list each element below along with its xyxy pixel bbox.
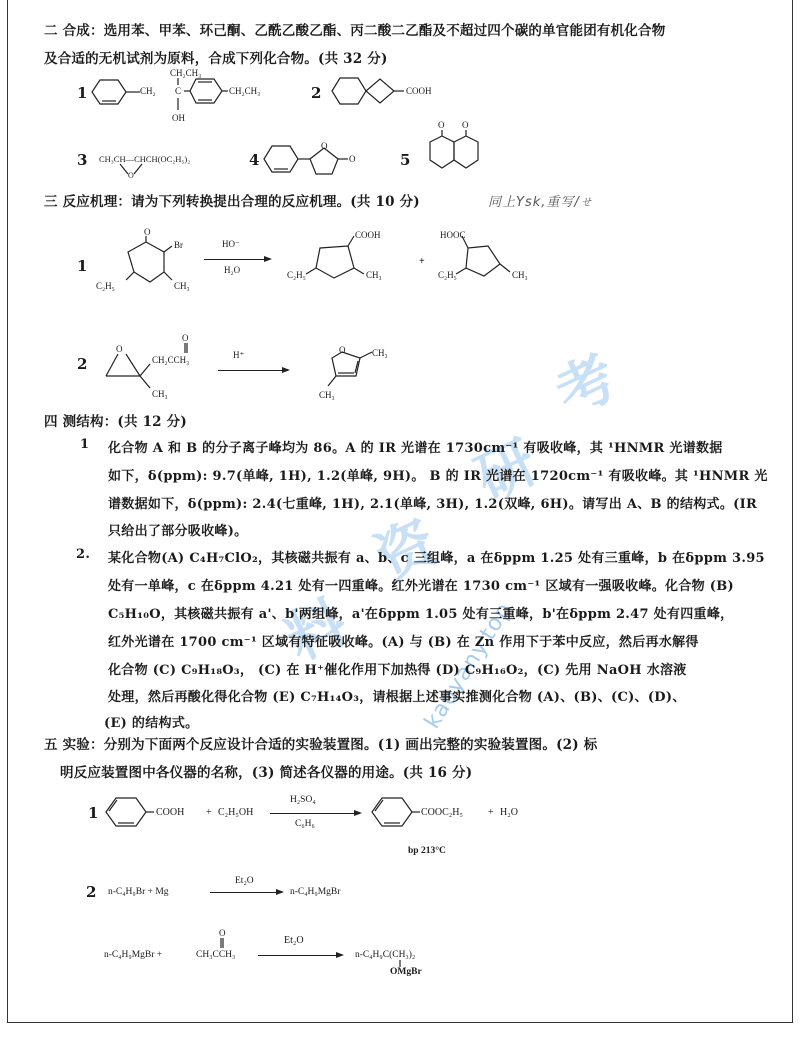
chem-label: n-C₄H₉Br + Mg xyxy=(108,887,169,897)
chem-label: CH₃ xyxy=(366,270,382,280)
section5-heading-cont: 明反应装置图中各仪器的名称，(3) 简述各仪器的用途。(共 16 分) xyxy=(60,765,473,781)
benzene-ring-structure xyxy=(106,796,156,828)
reaction-arrow xyxy=(218,370,288,371)
chem-label: CH₂CH₃ xyxy=(170,68,202,78)
chem-label: O xyxy=(339,345,346,355)
chem-label: n-C₄H₉MgBr xyxy=(290,887,341,897)
chem-label: CH₃ xyxy=(319,390,335,400)
chem-label: O xyxy=(438,120,445,130)
chem-label: CH₃ xyxy=(372,348,388,358)
reagent-label: HO⁻ xyxy=(222,239,240,249)
chem-label: C₂H₅ xyxy=(438,270,457,280)
boiling-point-note: bp 213°C xyxy=(408,846,446,856)
reagent-label: H₂O xyxy=(224,265,241,275)
section4-heading: 四 测结构：(共 12 分) xyxy=(44,414,187,430)
chem-label: CH₃ xyxy=(512,270,528,280)
plus-sign: + xyxy=(488,807,494,818)
problem-text-line: 处理，然后再酸化得化合物 (E) C₇H₁₄O₃，请根据上述事实推测化合物 (A)、(B)、(C)、(D)、 xyxy=(108,690,686,705)
reaction-number: 2 xyxy=(77,355,88,373)
reagent-label: H₂SO₄ xyxy=(290,795,316,805)
chem-label: O xyxy=(321,141,328,151)
problem-text-line: 化合物 (C) C₉H₁₈O₃， (C) 在 H⁺催化作用下加热得 (D) C₉H₁₆O₂，(C) 先用 NaOH 水溶液 xyxy=(108,663,687,678)
chem-label: CH₂ xyxy=(140,86,156,96)
watermark-char: 考 xyxy=(545,342,627,429)
reaction-number: 1 xyxy=(88,804,99,822)
epoxide-ketone-structure xyxy=(104,342,164,392)
chem-label: COOH xyxy=(355,230,381,240)
bond-line xyxy=(175,78,182,118)
benzene-ring-structure xyxy=(184,77,228,107)
chem-label: O xyxy=(462,120,469,130)
problem-text-line: 只给出了部分吸收峰)。 xyxy=(108,524,248,539)
problem-text-line: 谱数据如下，δ(ppm): 2.4(七重峰, 1H), 2.1(单峰, 3H), 1.2(双峰, 6H)。请写出 A、B 的结构式。(IR xyxy=(108,497,758,512)
chem-label: C₂H₅OH xyxy=(218,807,254,818)
compound-number: 3 xyxy=(77,151,88,169)
chem-label: CH₃CH—CHCH(OC₂H₅)₂ xyxy=(99,154,191,164)
compound-number: 4 xyxy=(249,151,260,169)
chem-label: CH₃CCH₃ xyxy=(196,950,236,960)
chem-label: O xyxy=(182,333,189,343)
problem-text-line: 如下，δ(ppm): 9.7(单峰, 1H), 1.2(单峰, 9H)。 B 的 IR 光谱在 1720cm⁻¹ 有吸收峰。其 ¹HNMR 光 xyxy=(108,469,768,484)
chem-label: CH₂CCH₃ xyxy=(152,355,190,365)
chem-label: C xyxy=(175,86,182,96)
benzene-ring-structure xyxy=(92,78,132,108)
chem-label: HOOC xyxy=(440,230,466,240)
compound-number: 1 xyxy=(77,84,88,102)
reagent-label: Et₂O xyxy=(284,935,304,946)
furan-product-structure xyxy=(320,344,400,394)
phenyl-lactone-structure xyxy=(264,140,374,180)
chem-label: n-C₄H₉MgBr + xyxy=(104,950,163,960)
carbonyl-bond xyxy=(184,343,188,355)
problem-text-line: 红外光谱在 1700 cm⁻¹ 区域有特征吸收峰。(A) 与 (B) 在 Zn 作用下于苯中反应，然后再水解得 xyxy=(108,635,699,650)
watermark-char: 资 xyxy=(365,507,447,594)
reaction-number: 2 xyxy=(86,883,97,901)
chem-label: C₂H₅ xyxy=(96,281,115,291)
reaction-arrow xyxy=(258,955,342,956)
reaction-arrow xyxy=(204,259,270,260)
chem-label: O xyxy=(349,154,356,164)
chem-label: CH₂CH₃ xyxy=(229,86,261,96)
problem-number: 2. xyxy=(76,547,91,562)
bond-line xyxy=(126,91,140,93)
chem-label: COOH xyxy=(406,86,432,96)
watermark-char: 料 xyxy=(275,587,357,674)
problem-text-line: 某化合物(A) C₄H₇ClO₂，其核磁共振有 a、b、c 三组峰，a 在δppm 1.25 处有三重峰，b 在δppm 3.95 xyxy=(108,551,765,566)
watermark-char: 研 xyxy=(465,427,547,514)
chem-label: O xyxy=(128,171,134,180)
chem-label: O xyxy=(219,928,226,938)
chem-label: CH₃ xyxy=(152,389,168,399)
chem-label: n-C₄H₉C(CH₃)₂ xyxy=(355,950,416,960)
section3-heading: 三 反应机理：请为下列转换提出合理的反应机理。(共 10 分) xyxy=(44,194,420,210)
handwritten-note: 同上Ysk,重写/ㄝ xyxy=(488,195,594,210)
plus-sign: + xyxy=(206,807,212,818)
problem-number: 1 xyxy=(80,437,90,452)
problem-text-line: (E) 的结构式。 xyxy=(104,716,199,731)
decalindione-structure xyxy=(422,128,502,180)
section2-heading-cont: 及合适的无机试剂为原料，合成下列化合物。(共 32 分) xyxy=(44,51,388,67)
section2-heading: 二 合成：选用苯、甲苯、环己酮、乙酰乙酸乙酯、丙二酸二乙酯及不超过四个碳的单官能团有机化合物 xyxy=(44,23,666,39)
reagent-label: C₆H₆ xyxy=(295,819,315,829)
compound-number: 2 xyxy=(311,84,322,102)
chem-label: COOC₂H₅ xyxy=(421,807,463,818)
watermark-url: kaoyany.top xyxy=(420,598,518,734)
chem-label: C₂H₅ xyxy=(287,270,306,280)
chem-label: O xyxy=(116,344,123,354)
problem-text-line: 处有一单峰，c 在δppm 4.21 处有一四重峰。红外光谱在 1730 cm⁻¹ 区域有一强吸收峰。化合物 (B) xyxy=(108,579,734,594)
carbonyl-bond xyxy=(220,938,224,950)
chem-label: O xyxy=(144,227,151,237)
chem-label: H₂O xyxy=(500,807,518,818)
problem-text-line: 化合物 A 和 B 的分子离子峰均为 86。A 的 IR 光谱在 1730cm⁻¹ 有吸收峰，其 ¹HNMR 光谱数据 xyxy=(108,441,723,456)
chem-label: OH xyxy=(172,113,185,123)
reaction-number: 1 xyxy=(77,257,88,275)
chem-label: COOH xyxy=(156,807,185,818)
reaction-arrow xyxy=(210,892,282,893)
reaction-arrow xyxy=(270,813,360,814)
reagent-label: H⁺ xyxy=(233,350,245,360)
problem-text-line: C₅H₁₀O，其核磁共振有 a'、b'两组峰，a'在δppm 1.05 处有三重峰，b'在δppm 2.47 处有四重峰， xyxy=(108,607,734,622)
chem-label: OMgBr xyxy=(390,967,422,977)
benzene-ring-structure xyxy=(372,796,422,828)
chem-label: CH₃ xyxy=(174,281,190,291)
plus-sign: + xyxy=(419,256,425,267)
reagent-label: Et₂O xyxy=(235,876,254,886)
chem-label: Br xyxy=(174,240,183,250)
section5-heading: 五 实验：分别为下面两个反应设计合适的实验装置图。(1) 画出完整的实验装置图。(2) 标 xyxy=(44,737,598,753)
compound-number: 5 xyxy=(400,151,411,169)
